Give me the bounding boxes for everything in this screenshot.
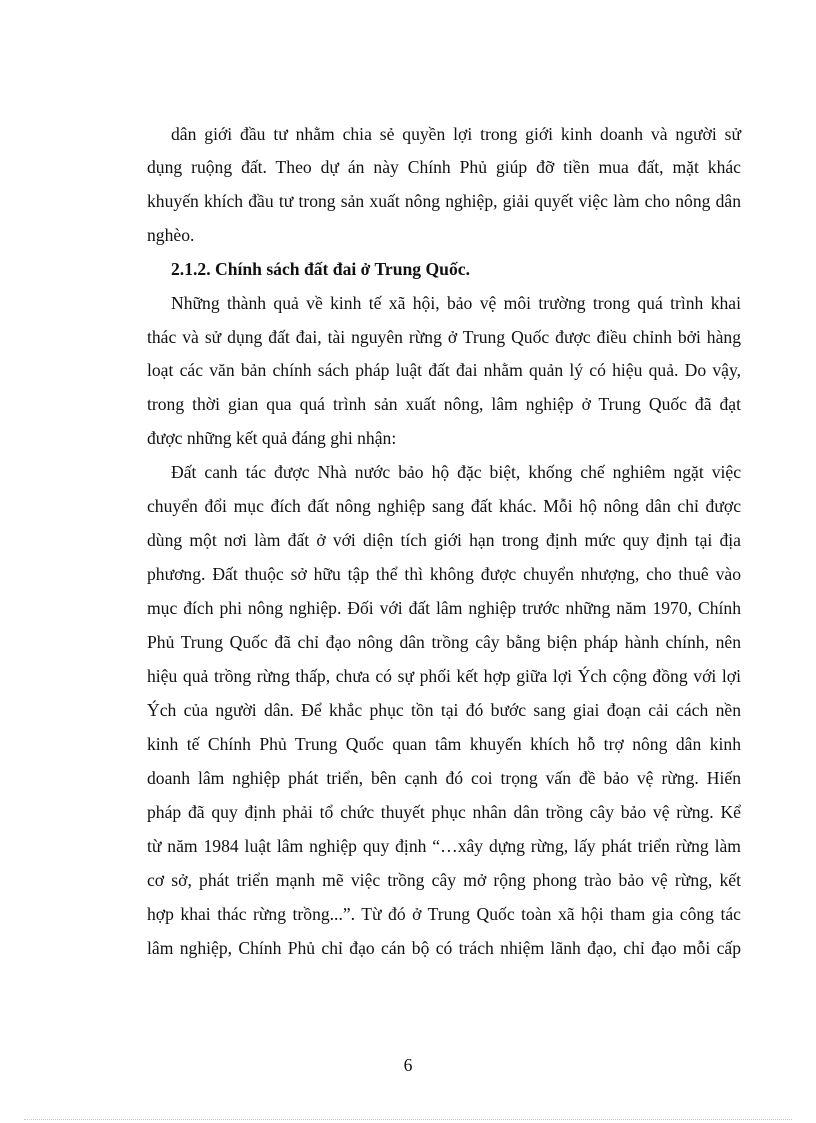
- body-text-line: trong thời gian qua quá trình sản xuất nông, lâm nghiệp ở Trung Quốc đã đạt: [147, 394, 741, 414]
- body-text-line: kinh tế Chính Phủ Trung Quốc quan tâm khuyến khích hỗ trợ nông dân kinh: [147, 734, 741, 754]
- body-text-line: khuyến khích đầu tư trong sản xuất nông nghiệp, giải quyết việc làm cho nông dân: [147, 191, 741, 211]
- body-text-line: mục đích phi nông nghiệp. Đối với đất lâm nghiệp trước những năm 1970, Chính: [147, 598, 741, 618]
- body-text-line: được những kết quả đáng ghi nhận:: [147, 428, 397, 448]
- body-text-line: dân giới đầu tư nhằm chia sẻ quyền lợi trong giới kinh doanh và người sử: [171, 124, 741, 144]
- body-text-line: chuyển đổi mục đích đất nông nghiệp sang đất khác. Mỗi hộ nông dân chỉ được: [147, 496, 741, 516]
- body-text-line: thác và sử dụng đất đai, tài nguyên rừng ở Trung Quốc được điều chỉnh bởi hàng: [147, 327, 741, 347]
- body-text-line: phương. Đất thuộc sở hữu tập thể thì không được chuyển nhượng, cho thuê vào: [147, 564, 741, 584]
- body-text-line: loạt các văn bản chính sách pháp luật đất đai nhằm quản lý có hiệu quả. Do vậy,: [147, 360, 741, 380]
- body-text-line: cơ sở, phát triển mạnh mẽ việc trồng cây mở rộng phong trào bảo vệ rừng, kết: [147, 870, 741, 890]
- body-text-line: Phủ Trung Quốc đã chỉ đạo nông dân trồng cây bằng biện pháp hành chính, nên: [147, 632, 741, 652]
- body-text-line: từ năm 1984 luật lâm nghiệp quy định “…xây dựng rừng, lấy phát triển rừng làm: [147, 836, 741, 856]
- body-text-line: hợp khai thác rừng trồng...”. Từ đó ở Trung Quốc toàn xã hội tham gia công tác: [147, 904, 741, 924]
- body-text-line: hiệu quả trồng rừng thấp, chưa có sự phối kết hợp giữa lợi Ých cộng đồng với lợi: [147, 666, 741, 686]
- body-text-line: doanh lâm nghiệp phát triển, bên cạnh đó coi trọng vấn đề bảo vệ rừng. Hiến: [147, 768, 741, 788]
- page-number: 6: [403, 1055, 413, 1075]
- body-text-line: lâm nghiệp, Chính Phủ chỉ đạo cán bộ có trách nhiệm lãnh đạo, chỉ đạo mỗi cấp: [147, 938, 741, 958]
- body-text-line: Ých của người dân. Để khắc phục tồn tại đó bước sang giai đoạn cải cách nền: [147, 700, 741, 720]
- body-text-line: pháp đã quy định phải tổ chức thuyết phục nhân dân trồng cây bảo vệ rừng. Kể: [147, 802, 741, 822]
- body-text-line: dụng ruộng đất. Theo dự án này Chính Phủ giúp đỡ tiền mua đất, mặt khác: [147, 157, 741, 177]
- body-text-line: nghèo.: [147, 225, 195, 245]
- section-heading: 2.1.2. Chính sách đất đai ở Trung Quốc.: [171, 259, 470, 279]
- body-text-line: Những thành quả về kinh tế xã hội, bảo vệ môi trường trong quá trình khai: [171, 293, 741, 313]
- page-border-divider: [24, 1119, 792, 1120]
- body-text-line: Đất canh tác được Nhà nước bảo hộ đặc biệt, khống chế nghiêm ngặt việc: [171, 462, 741, 482]
- body-text-line: dùng một nơi làm đất ở với diện tích giới hạn trong định mức quy định tại địa: [147, 530, 741, 550]
